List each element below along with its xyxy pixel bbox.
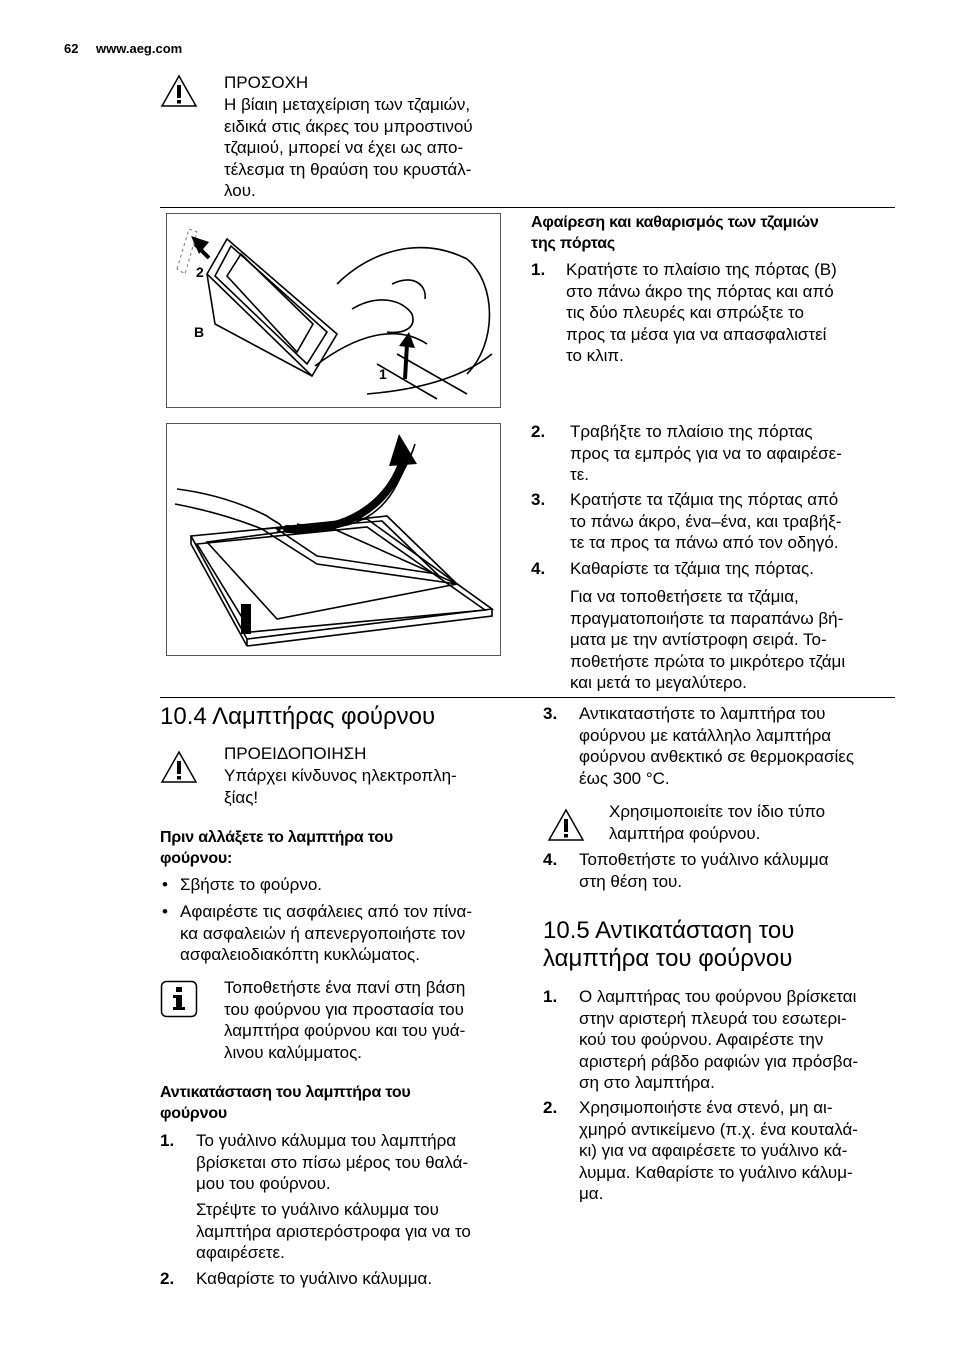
- section-number: 10.5: [543, 917, 590, 944]
- step-extra-text: Στρέψτε το γυάλινο κάλυμμα του λαμπτήρα αριστερόστροφα για να το αφαιρέσετε.: [196, 1200, 471, 1262]
- door-glass-figure: [166, 423, 501, 656]
- info-icon: [160, 980, 198, 1018]
- section-title: Αντικατάσταση του λαμπτήρα του φούρνου: [543, 917, 795, 972]
- door-frame-figure: [166, 213, 501, 408]
- warning-text: Υπάρχει κίνδυνος ηλεκτροπλη- ξίας!: [224, 766, 457, 807]
- step-text: Καθαρίστε τα τζάμια της πόρτας.: [570, 559, 814, 578]
- section-number: 10.4: [160, 703, 207, 730]
- step-number: 1.: [531, 260, 546, 279]
- before-heading: Πριν αλλάξετε το λαμπτήρα του φούρνου:: [160, 829, 393, 867]
- bullet-icon: •: [162, 875, 168, 894]
- section-10-4-heading: [160, 703, 435, 731]
- info-text: Τοποθετήστε ένα πανί στη βάση του φούρνου για προστασία του λαμπτήρα φούρνου και του γυά- λινου καλύμματος.: [224, 978, 466, 1062]
- step-number: 4.: [543, 850, 558, 869]
- replace-heading: Αντικατάσταση του λαμπτήρα του φούρνου: [160, 1084, 411, 1122]
- warning-title: ΠΡΟΕΙΔΟΠΟΙΗΣΗ: [224, 744, 367, 763]
- label-2: 2: [196, 264, 204, 280]
- step-text: Αντικαταστήστε το λαμπτήρα του φούρνου με κατάλληλο λαμπτήρα φούρνου ανθεκτικό σε θερμοκρασίες έως 300 °C.: [579, 704, 855, 788]
- step-number: 1.: [543, 987, 558, 1006]
- step-text: Τραβήξτε το πλαίσιο της πόρτας προς τα εμπρός για να το αφαιρέσε- τε.: [570, 422, 842, 484]
- label-b: B: [194, 324, 205, 340]
- caution-text: Η βίαιη μεταχείριση των τζαμιών, ειδικά στις άκρες του μπροστινού τζαμιού, μπορεί να έχει ως απο- τέλεσμα τη θραύση του κρυστάλ- λου.: [224, 95, 473, 200]
- step-number: 3.: [543, 704, 558, 723]
- step-number: 2.: [531, 422, 546, 441]
- step-number: 1.: [160, 1131, 175, 1150]
- step-text: Καθαρίστε το γυάλινο κάλυμμα.: [196, 1269, 433, 1288]
- step-text: Κρατήστε το πλαίσιο της πόρτας (B) στο πάνω άκρο της πόρτας και από τις δύο πλευρές και σπρώξτε το προς τα μέσα για να απασφαλιστεί το κλιπ.: [566, 260, 837, 365]
- caution-title: ΠΡΟΣΟΧΗ: [224, 73, 309, 92]
- bullet-text: Σβήστε το φούρνο.: [180, 875, 323, 894]
- step-number: 4.: [531, 559, 546, 578]
- label-1: 1: [379, 366, 387, 382]
- step-number: 2.: [543, 1098, 558, 1117]
- page-number: 62: [64, 41, 79, 56]
- section-10-5-heading: [543, 917, 903, 973]
- bullet-text: Αφαιρέστε τις ασφάλειες από τον πίνα- κα ασφαλειών ή απενεργοποιήστε τον ασφαλειοδιακόπτη κυκλώματος.: [180, 902, 473, 964]
- divider: [160, 207, 895, 208]
- caution-text: Χρησιμοποιείτε τον ίδιο τύπο λαμπτήρα φούρνου.: [609, 802, 826, 843]
- step-text: Το γυάλινο κάλυμμα του λαμπτήρα βρίσκεται στο πίσω μέρος του θαλά- μου του φούρνου.: [196, 1131, 469, 1193]
- warning-triangle-icon: [160, 74, 198, 108]
- section-title: Λαμπτήρας φούρνου: [212, 703, 436, 730]
- step-text: Τοποθετήστε το γυάλινο κάλυμμα στη θέση του.: [579, 850, 829, 891]
- site-url: www.aeg.com: [96, 41, 183, 56]
- door-glass-heading: Αφαίρεση και καθαρισμός των τζαμιών της πόρτας: [531, 214, 819, 252]
- door-frame-illustration: [167, 214, 500, 407]
- step-number: 3.: [531, 490, 546, 509]
- warning-triangle-icon: [160, 750, 198, 784]
- warning-triangle-icon: [547, 808, 585, 842]
- divider: [160, 697, 895, 698]
- bullet-icon: •: [162, 902, 168, 921]
- step-text: Κρατήστε τα τζάμια της πόρτας από το πάνω άκρο, ένα–ένα, και τραβήξ- τε τα προς τα πάνω από τον οδηγό.: [570, 490, 842, 552]
- step-text: Χρησιμοποιήστε ένα στενό, μη αι- χμηρό αντικείμενο (π.χ. ένα κουταλά- κι) για να αφαιρέσετε το γυάλινο κά- λυμμα. Καθαρίστε το γυάλινο κάλυμ- μα.: [579, 1098, 858, 1203]
- door-glass-illustration: [167, 424, 500, 655]
- step-text: Ο λαμπτήρας του φούρνου βρίσκεται στην αριστερή πλευρά του εσωτερι- κού του φούρνου. Αφαιρέστε την αριστερή ράβδο ραφιών για πρόσβα- ση στο λαμπτήρα.: [579, 987, 859, 1092]
- step-number: 2.: [160, 1269, 175, 1288]
- reinstall-note: Για να τοποθετήσετε τα τζάμια, πραγματοποιήστε τα παραπάνω βή- ματα με την αντίστροφη σειρά. Το- ποθετήστε πρώτα το μικρότερο τζάμι και μετά το μεγαλύτερο.: [570, 587, 846, 692]
